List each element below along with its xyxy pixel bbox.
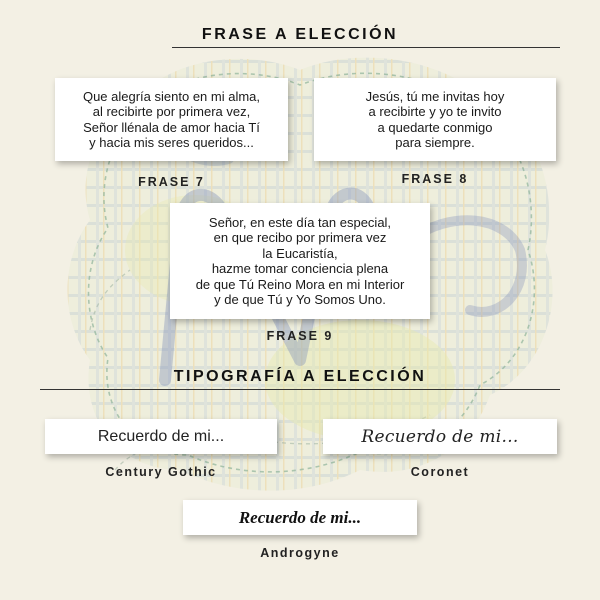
phrase-9-text: Señor, en este día tan especial, en que recibo por primera vez la Eucaristía, hazme tomar conciencia plena de que Tú Reino Mora en mi Interior y de que Tú y Yo Somos Uno. [195,214,405,307]
phrase-8-text: Jesús, tú me invitas hoy a recibirte y yo te invito a quedarte conmigo para siempre. [365,88,505,150]
phrase-7-card[interactable] [55,78,288,161]
century-gothic-sample: Recuerdo de mi... [97,427,225,445]
phrase-7-label: FRASE 7 [138,175,205,189]
androgyne-label: Androgyne [260,546,340,560]
phrase-9-label: FRASE 9 [266,329,334,343]
coronet-sample: Recuerdo de mi... [361,426,519,447]
coronet-label: Coronet [410,465,470,479]
font-option-coronet[interactable] [323,419,557,454]
phrase-8-card[interactable] [314,78,556,161]
font-option-century-gothic[interactable] [45,419,277,454]
typography-heading: TIPOGRAFÍA A ELECCIÓN [173,368,427,385]
phrase-9-card[interactable] [170,203,430,319]
androgyne-sample: Recuerdo de mi... [238,507,362,527]
phrase-7-text: Que alegría siento en mi alma, al recibirte por primera vez, Señor llénala de amor hacia Tí y hacia mis seres queridos... [82,88,261,150]
phrases-divider [172,47,560,48]
phrases-heading: FRASE A ELECCIÓN [201,26,399,43]
century-gothic-label: Century Gothic [105,465,217,479]
font-option-androgyne[interactable] [183,500,417,535]
phrase-8-label: FRASE 8 [401,172,469,186]
typography-divider [40,389,560,390]
